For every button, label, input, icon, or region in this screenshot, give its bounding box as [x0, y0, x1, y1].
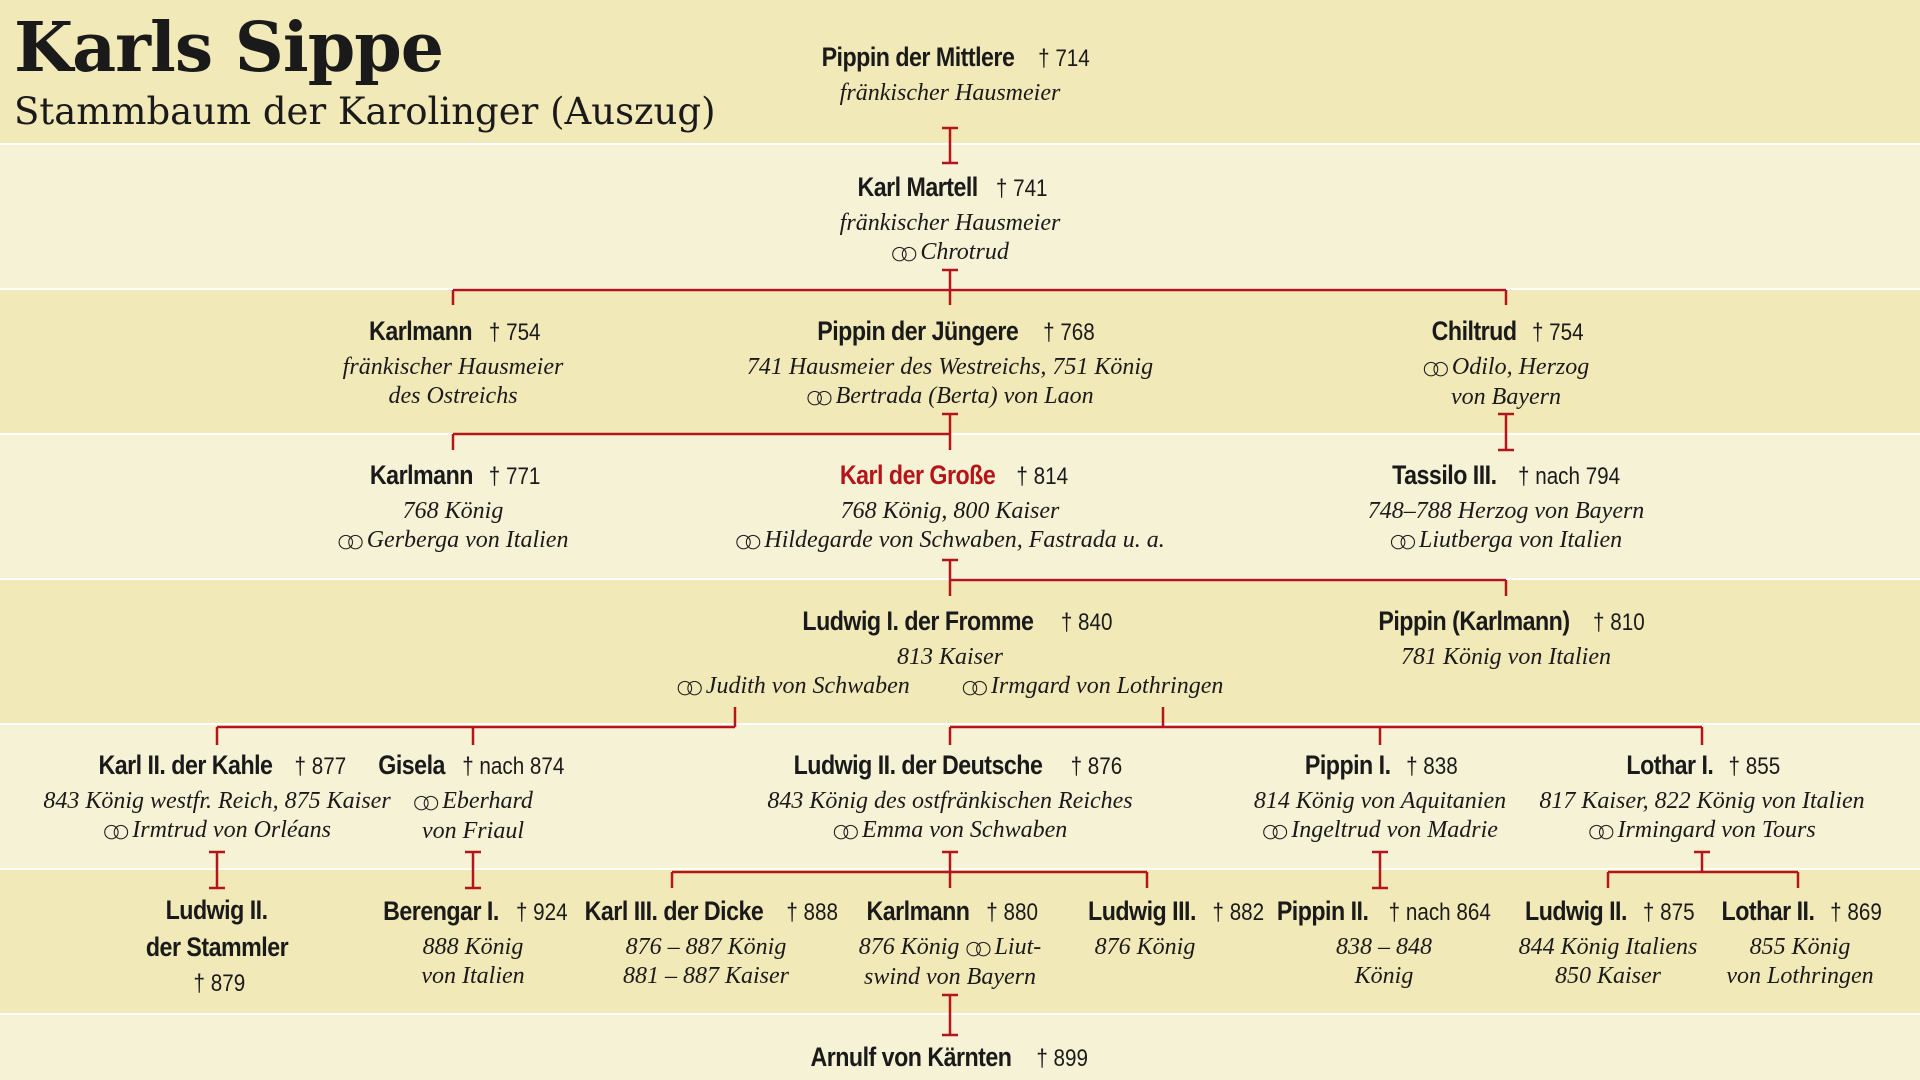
spouse-line [735, 526, 1165, 556]
spouse-line [747, 382, 1153, 412]
person-name: Arnulf von Kärnten [810, 1042, 1012, 1072]
person-karlmann-880 [858, 894, 1042, 992]
person-title: 876 König [1094, 934, 1196, 960]
spouse-name: Ingeltrud von Madrie [1291, 817, 1498, 843]
death-date: † 869 [1830, 899, 1882, 926]
marriage-rings-icon: ○○ [965, 937, 985, 959]
death-date: † 877 [294, 753, 346, 780]
spouse-name: Emma von Schwaben [861, 817, 1068, 843]
death-date: † 754 [1531, 319, 1584, 346]
person-title: von Lothringen [1726, 963, 1874, 989]
person-tassilo [1368, 458, 1645, 556]
spouse-line [1368, 526, 1645, 556]
spouse-name: Bertrada (Berta) von Laon [835, 383, 1094, 409]
spouse-line [43, 816, 390, 846]
person-pippin-karlmann [1363, 604, 1649, 672]
person-title: des Ostreichs [388, 383, 518, 409]
person-title: fränkischer Hausmeier [839, 80, 1061, 106]
death-date: † 714 [1038, 45, 1090, 72]
person-title: 814 König von Aquitanien [1253, 788, 1507, 814]
spouse-line [767, 816, 1132, 846]
spouse-name: Irmingard von Tours [1617, 817, 1816, 843]
marriage-rings-icon: ○○ [1422, 357, 1442, 379]
person-karl-der-dicke [570, 894, 842, 991]
death-date: † 880 [986, 899, 1038, 926]
person-name: Karl II. der Kahle [97, 750, 272, 780]
person-name: Gisela [378, 750, 445, 780]
marriage-rings-icon: ○○ [676, 676, 696, 698]
spouse-line [338, 526, 569, 556]
person-chiltrud [1423, 314, 1590, 412]
person-lothar-i [1539, 748, 1864, 846]
death-date: † 838 [1405, 753, 1458, 780]
person-name: Karlmann [866, 896, 970, 926]
spouse-name: swind von Bayern [864, 964, 1036, 990]
marriage-rings-icon: ○○ [1262, 820, 1282, 842]
person-name: Ludwig I. der Fromme [802, 606, 1034, 636]
death-date: † 875 [1643, 899, 1696, 926]
death-date: † 810 [1593, 609, 1645, 636]
person-berengar [374, 894, 573, 991]
death-date: † 768 [1043, 319, 1095, 346]
person-name: Ludwig III. [1088, 896, 1196, 926]
death-date: † 876 [1070, 753, 1123, 780]
person-karl-martell [840, 170, 1061, 268]
person-name: Karl Martell [857, 172, 979, 202]
person-title: 855 König [1749, 934, 1851, 960]
person-ludwig-der-stammler [134, 894, 299, 1003]
person-karlmann-754 [343, 314, 564, 411]
person-name: Pippin II. [1276, 896, 1369, 926]
spouse-name: Gerberga von Italien [366, 527, 569, 553]
marriage-rings-icon: ○○ [1588, 820, 1608, 842]
person-name: der Stammler [145, 932, 289, 962]
marriage-rings-icon: ○○ [891, 242, 911, 264]
person-title: 843 König des ostfränkischen Reiches [767, 788, 1133, 814]
person-name: Karlmann [369, 316, 473, 346]
spouse-name: Liutberga von Italien [1419, 527, 1623, 553]
spouse-name: Odilo, Herzog [1451, 354, 1590, 380]
person-pippin-der-juengere [747, 314, 1153, 412]
person-name: Karlmann [369, 460, 473, 490]
person-name: Berengar I. [383, 896, 499, 926]
person-name: Pippin (Karlmann) [1378, 606, 1570, 636]
spouse-name: Eberhard [442, 788, 533, 814]
person-title: 817 Kaiser, 822 König von Italien [1539, 788, 1865, 814]
death-date: † 840 [1060, 609, 1113, 636]
death-date: † 771 [489, 463, 541, 490]
person-title: fränkischer Hausmeier [342, 354, 564, 380]
person-title: 850 Kaiser [1554, 963, 1662, 989]
person-name: Karl III. der Dicke [584, 896, 764, 926]
person-title: 768 König [402, 498, 504, 524]
person-title: 768 König, 800 Kaiser [840, 498, 1060, 524]
person-title: 888 König [422, 934, 524, 960]
death-date: † nach 794 [1517, 463, 1620, 490]
page-title: Karls Sippe [14, 8, 444, 88]
person-karl-der-kahle [43, 748, 390, 846]
death-date: † 879 [193, 970, 245, 997]
marriage-rings-icon: ○○ [961, 676, 981, 698]
marriage-rings-icon: ○○ [806, 386, 826, 408]
person-title: 876 – 887 König [625, 934, 787, 960]
marriage-rings-icon: ○○ [1389, 530, 1410, 552]
spouse-name: Judith von Schwaben [705, 673, 910, 699]
spouse-name: Chrotrud [920, 239, 1009, 265]
person-karlmann-771 [338, 458, 569, 556]
person-lothar-ii [1714, 894, 1886, 991]
person-ludwig-der-fromme [677, 604, 1224, 702]
person-gisela [373, 748, 573, 846]
death-date: † 855 [1728, 753, 1781, 780]
person-title: 748–788 Herzog von Bayern [1367, 498, 1645, 524]
person-karl-der-grosse [735, 458, 1165, 556]
death-date: † 899 [1036, 1045, 1088, 1072]
person-name: Lothar II. [1721, 896, 1815, 926]
person-ludwig-iii [1079, 894, 1268, 962]
person-name: Chiltrud [1431, 316, 1517, 346]
person-title: von Friaul [421, 818, 524, 844]
person-name: Ludwig II. [166, 895, 268, 925]
person-ludwig-der-deutsche [767, 748, 1132, 846]
person-title: 843 König westfr. Reich, 875 Kaiser [43, 788, 391, 814]
person-name: Pippin I. [1305, 750, 1391, 780]
spouse-line [840, 238, 1061, 268]
spouse-line [858, 933, 1042, 963]
person-name: Lothar I. [1626, 750, 1714, 780]
person-title: 844 König Italiens [1518, 934, 1698, 960]
person-title: König [1354, 963, 1414, 989]
person-name: Pippin der Jüngere [817, 316, 1019, 346]
spouse-line [677, 672, 1224, 702]
person-title: 876 König [858, 934, 960, 960]
death-date: † 888 [786, 899, 838, 926]
death-date: † 754 [489, 319, 541, 346]
person-title: von Bayern [1451, 384, 1561, 410]
death-date: † nach 874 [462, 753, 565, 780]
person-name: Ludwig II. der Deutsche [793, 750, 1043, 780]
person-pippin-der-mittlere [806, 40, 1094, 108]
spouse-line [1423, 353, 1590, 383]
marriage-rings-icon: ○○ [832, 820, 852, 842]
person-name: Karl der Große [840, 460, 996, 490]
person-name: Pippin der Mittlere [821, 42, 1015, 72]
person-pippin-ii [1269, 894, 1498, 991]
person-ludwig-ii-875 [1517, 894, 1700, 991]
death-date: † 814 [1016, 463, 1069, 490]
person-arnulf-von-kaernten [794, 1040, 1092, 1079]
death-date: † 924 [516, 899, 569, 926]
spouse-name: Irmtrud von Orléans [132, 817, 331, 843]
person-title: 741 Hausmeier des Westreichs, 751 König [746, 354, 1154, 380]
marriage-rings-icon: ○○ [103, 820, 123, 842]
person-title: 813 Kaiser [896, 644, 1003, 670]
person-pippin-i [1254, 748, 1506, 846]
person-title: von Italien [421, 963, 525, 989]
person-name: Tassilo III. [1392, 460, 1497, 490]
marriage-rings-icon: ○○ [413, 791, 433, 813]
spouse-name: Liut- [994, 934, 1042, 960]
person-name: Ludwig II. [1525, 896, 1627, 926]
spouse-line [1539, 816, 1864, 846]
spouse-line [1254, 816, 1506, 846]
spouse-name: Irmgard von Lothringen [990, 673, 1224, 699]
person-title: fränkischer Hausmeier [839, 210, 1061, 236]
death-date: † 882 [1212, 899, 1265, 926]
death-date: † 741 [996, 175, 1048, 202]
spouse-line [373, 787, 573, 817]
page-subtitle: Stammbaum der Karolinger (Auszug) [14, 90, 716, 133]
marriage-rings-icon: ○○ [337, 530, 357, 552]
spouse-name: Hildegarde von Schwaben, Fastrada u. a. [764, 527, 1165, 553]
person-title: 781 König von Italien [1401, 644, 1611, 670]
person-title: 881 – 887 Kaiser [622, 963, 790, 989]
marriage-rings-icon: ○○ [735, 530, 755, 552]
person-title: 838 – 848 [1336, 934, 1432, 960]
death-date: † nach 864 [1388, 899, 1491, 926]
